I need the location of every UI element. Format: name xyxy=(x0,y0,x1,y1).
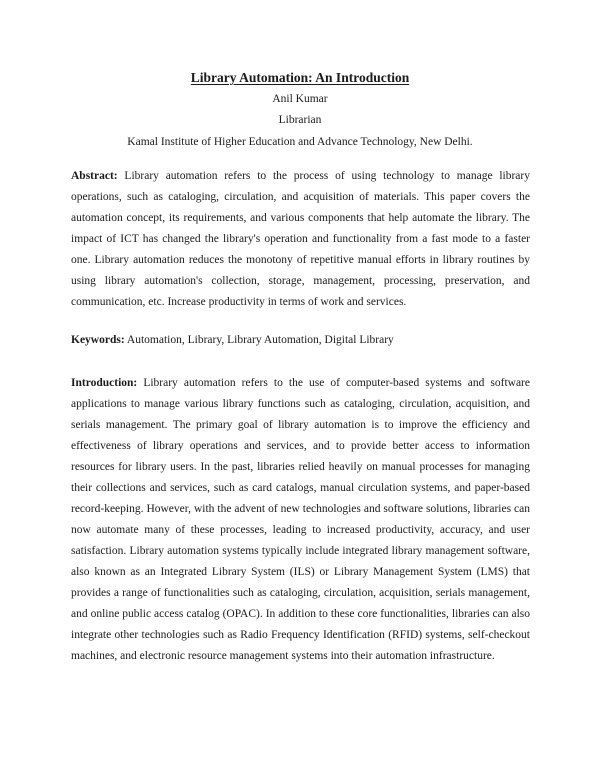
author-designation: Librarian xyxy=(278,114,322,126)
keywords-paragraph xyxy=(71,330,530,351)
keywords-text: Automation, Library, Library Automation, Digital Library xyxy=(126,334,394,346)
author-name: Anil Kumar xyxy=(272,93,328,105)
introduction-text: Library automation refers to the use of computer-based systems and software applications to manage various library functions such as cataloging, circulation, acquisition, and serials management. The primary goal of library automation is to improve the efficiency and effectiveness of library operations and services, and to provide better access to information resources for library users. In the past, libraries relied heavily on manual processes for managing their collections and services, such as card catalogs, manual circulation systems, and paper-based record-keeping. However, with the advent of new technologies and software solutions, libraries can now automate many of these processes, leading to increased productivity, accuracy, and user satisfaction. Library automation systems typically include integrated library management software, also known as an Integrated Library System (ILS) or Library Management System (LMS) that provides a range of functionalities such as cataloging, circulation, acquisition, serials management, and online public access catalog (OPAC). In addition to these core functionalities, libraries can also integrate other technologies such as Radio Frequency Identification (RFID) systems, self-checkout machines, and electronic resource management systems into their automation infrastructure. xyxy=(71,377,530,662)
abstract-label: Abstract: xyxy=(71,170,118,182)
paper-title: Library Automation: An Introduction xyxy=(190,70,410,85)
abstract-text: Library automation refers to the process of using technology to manage library operations, such as cataloging, circulation, and acquisition of materials. This paper covers the automation concept, its requirements, and various components that help automate the library. The impact of ICT has changed the library's operation and functionality from a fast mode to a faster one. Library automation reduces the monotony of repetitive manual efforts in library routines by using library automation's collection, storage, management, processing, preservation, and communication, etc. Increase productivity in terms of work and services. xyxy=(71,170,530,308)
keywords-label: Keywords: xyxy=(71,334,125,346)
introduction-paragraph xyxy=(71,373,530,667)
abstract-paragraph xyxy=(71,166,530,313)
author-affiliation: Kamal Institute of Higher Education and Advance Technology, New Delhi. xyxy=(127,136,473,148)
introduction-label: Introduction: xyxy=(71,377,138,389)
